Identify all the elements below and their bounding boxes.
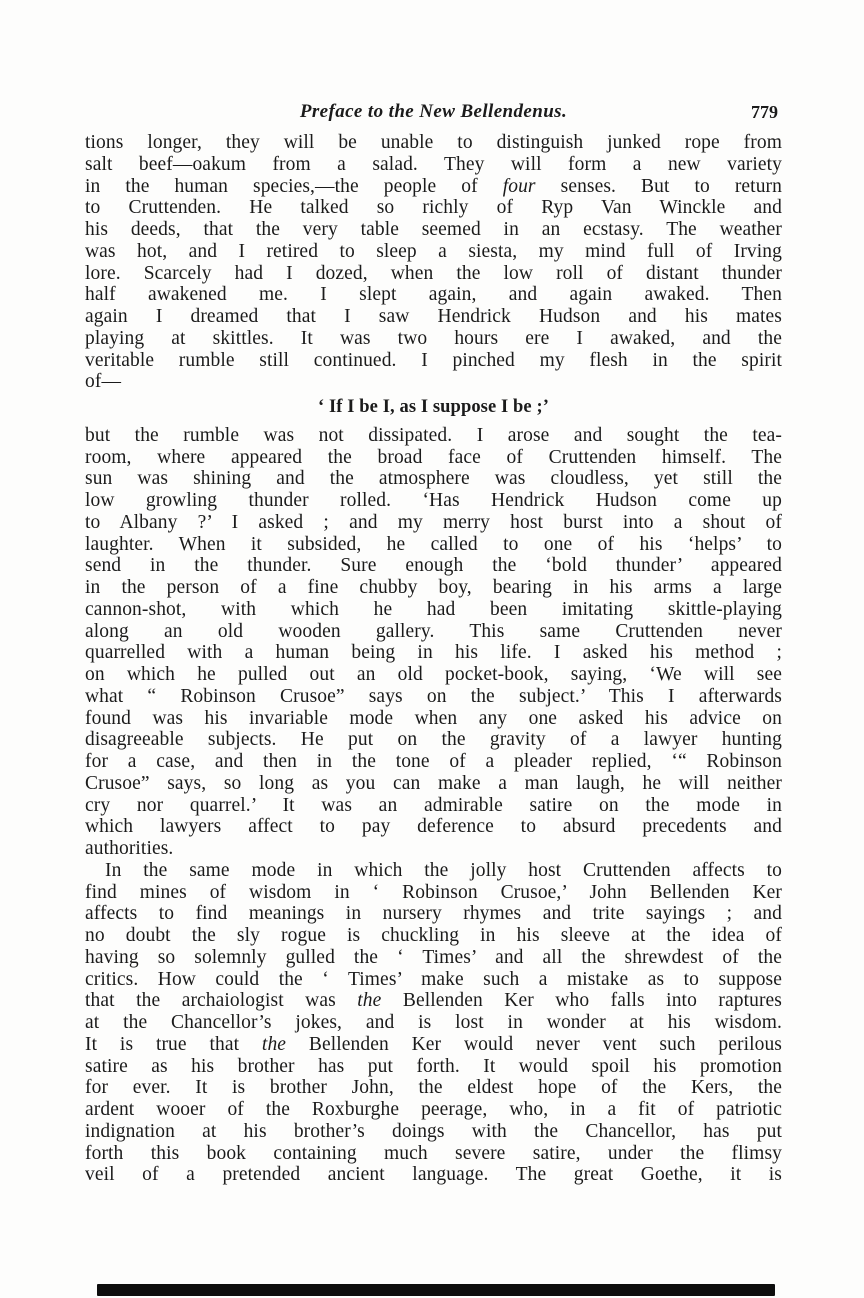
text-line: tions longer, they will be unable to distinguish junked rope from xyxy=(85,132,782,153)
text-line: satire as his brother has put forth. It would spoil his promotion xyxy=(85,1055,782,1077)
text-line: no doubt the sly rogue is chuckling in his sleeve at the idea of xyxy=(85,925,782,946)
text-line: laughter. When it subsided, he called to one of his ‘helps’ to xyxy=(85,533,782,555)
text-line: send in the thunder. Sure enough the ‘bold thunder’ appeared xyxy=(85,555,782,577)
text-line: for ever. It is brother John, the eldest hope of the Kers, the xyxy=(85,1077,782,1099)
text-line: ardent wooer of the Roxburghe peerage, who, in a fit of patriotic xyxy=(85,1099,782,1120)
text-line: having so solemnly gulled the ‘ Times’ and all the shrewdest of the xyxy=(85,946,782,968)
paragraph-quote xyxy=(85,397,782,419)
text-line: cannon-shot, with which he had been imitating skittle-playing xyxy=(85,598,782,620)
text-line: veil of a pretended ancient language. The great Goethe, it is xyxy=(85,1164,782,1186)
text-line: affects to find meanings in nursery rhymes and trite sayings ; and xyxy=(85,903,782,925)
text-line: cry nor quarrel.’ It was an admirable satire on the mode in xyxy=(85,794,782,816)
text-line: that the archaiologist was the Bellenden Ker who falls into raptures xyxy=(85,990,782,1012)
text-block xyxy=(85,132,782,1186)
text-line: what “ Robinson Crusoe” says on the subject.’ This I afterwards xyxy=(85,685,782,707)
text-line: quarrelled with a human being in his life. I asked his method ; xyxy=(85,642,782,664)
text-line: room, where appeared the broad face of Cruttenden himself. The xyxy=(85,446,782,468)
text-line: at the Chancellor’s jokes, and is lost in wonder at his wisdom. xyxy=(85,1012,782,1033)
text-line: in the person of a fine chubby boy, bearing in his arms a large xyxy=(85,577,782,598)
text-line: in the human species,—the people of four senses. But to return xyxy=(85,175,782,197)
scan-artifact-bar xyxy=(97,1284,775,1296)
text-line: critics. How could the ‘ Times’ make such a mistake as to suppose xyxy=(85,968,782,990)
page-number: 779 xyxy=(751,102,778,122)
text-line: on which he pulled out an old pocket-book, saying, ‘We will see xyxy=(85,664,782,685)
text-line: to Albany ?’ I asked ; and my merry host burst into a shout of xyxy=(85,511,782,533)
text-line: of— xyxy=(85,371,122,393)
text-line: lore. Scarcely had I dozed, when the low roll of distant thunder xyxy=(85,262,782,284)
text-line: half awakened me. I slept again, and again awaked. Then xyxy=(85,284,782,306)
text-line: his deeds, that the very table seemed in an ecstasy. The weather xyxy=(85,219,782,240)
paragraph-indented xyxy=(85,860,782,1186)
text-line: ‘ If I be I, as I suppose I be ;’ xyxy=(318,397,549,417)
text-line: low growling thunder rolled. ‘Has Hendrick Hudson come up xyxy=(85,490,782,511)
running-title: Preface to the New Bellendenus. xyxy=(299,101,568,122)
text-line: veritable rumble still continued. I pinched my flesh in the spirit xyxy=(85,349,782,371)
text-line: find mines of wisdom in ‘ Robinson Crusoe,’ John Bellenden Ker xyxy=(85,881,782,903)
text-line: which lawyers affect to pay deference to absurd precedents and xyxy=(85,816,782,838)
text-line: to Cruttenden. He talked so richly of Ryp Van Winckle and xyxy=(85,197,782,219)
text-line: playing at skittles. It was two hours ere I awaked, and the xyxy=(85,327,782,349)
text-line: was hot, and I retired to sleep a siesta, my mind full of Irving xyxy=(85,240,782,262)
page-header xyxy=(85,101,782,125)
text-line: salt beef—oakum from a salad. They will form a new variety xyxy=(85,153,782,175)
text-line: forth this book containing much severe satire, under the flimsy xyxy=(85,1142,782,1164)
paragraph-continuation xyxy=(85,132,782,393)
text-line: found was his invariable mode when any one asked his advice on xyxy=(85,707,782,729)
text-line: In the same mode in which the jolly host Cruttenden affects to xyxy=(105,859,782,881)
text-line: disagreeable subjects. He put on the gravity of a lawyer hunting xyxy=(85,729,782,751)
text-line: Crusoe” says, so long as you can make a man laugh, he will neither xyxy=(85,772,782,794)
text-line: indignation at his brother’s doings with the Chancellor, has put xyxy=(85,1120,782,1142)
text-line: again I dreamed that I saw Hendrick Hudson and his mates xyxy=(85,306,782,327)
text-line: authorities. xyxy=(85,838,174,859)
text-line: for a case, and then in the tone of a pleader replied, ‘“ Robinson xyxy=(85,751,782,772)
text-line: It is true that the Bellenden Ker would never vent such perilous xyxy=(85,1033,782,1055)
paragraph-continuation xyxy=(85,425,782,860)
text-line: but the rumble was not dissipated. I arose and sought the tea- xyxy=(85,424,782,446)
text-line: sun was shining and the atmosphere was cloudless, yet still the xyxy=(85,468,782,490)
text-line: along an old wooden gallery. This same Cruttenden never xyxy=(85,620,782,642)
